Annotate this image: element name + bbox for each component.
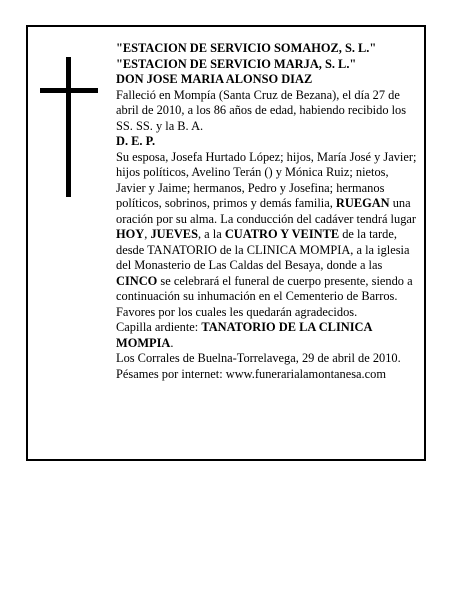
funeral-time: CUATRO Y VEINTE (224, 227, 340, 241)
chapel-label: Capilla ardiente: (116, 320, 199, 334)
cross-icon (40, 57, 98, 197)
funeral-text-2: , a la (197, 227, 222, 241)
funeral-day-hoy: HOY (116, 227, 145, 241)
funeral-separator: , (144, 227, 148, 241)
condolences-line: Pésames por internet: www.funerarialamontanesa.com (116, 366, 386, 381)
funeral-text-3: de la tarde, desde TANATORIO de la CLINICA MOMPIA, a la iglesia del Monasterio de Las Caldas del Besaya, donde a las (116, 227, 410, 272)
funeral-mass-time: CINCO (116, 273, 158, 288)
cross-horizontal-bar (40, 88, 98, 93)
obituary-text (116, 41, 418, 382)
company-header-1: "ESTACION DE SERVICIO SOMAHOZ, S. L." (116, 41, 377, 55)
chapel-line (116, 320, 418, 351)
family-paragraph (116, 150, 418, 321)
company-header-2: "ESTACION DE SERVICIO MARJA, S. L." (116, 56, 357, 71)
cross-vertical-bar (66, 57, 71, 197)
chapel-end: . (170, 335, 174, 350)
location-date: Los Corrales de Buelna-Torrelavega, 29 de abril de 2010. (116, 351, 401, 365)
chapel-place: TANATORIO DE LA CLINICA MOMPIA (116, 320, 372, 350)
deceased-name: DON JOSE MARIA ALONSO DIAZ (116, 72, 313, 86)
family-text-start: Su esposa, Josefa Hurtado López; hijos, María José y Javier; hijos políticos, Avelino Terán () y Mónica Ruiz; nietos, Javier y Jaime; hermanos, Pedro y Josefina; hermanos políticos, sobrinos, primos y demás familia, (116, 149, 417, 210)
funeral-day-jueves: JUEVES (150, 227, 198, 241)
death-notice: Falleció en Mompía (Santa Cruz de Bezana), el día 27 de abril de 2010, a los 86 años de edad, habiendo recibido los SS. SS. y la B. A. (116, 87, 407, 133)
family-text-end: una oración por su alma. (116, 196, 411, 226)
funeral-text-4: se celebrará el funeral de cuerpo presente, siendo a continuación su inhumación en el Cementerio de Barros. Favores por los cuales les quedarán agradecidos. (116, 273, 413, 319)
obituary-notice (26, 25, 426, 461)
ruegan-word: RUEGAN (335, 196, 390, 210)
rest-in-peace: D. E. P. (116, 134, 156, 148)
funeral-text-1: La conducción del cadáver tendrá lugar (220, 211, 417, 226)
